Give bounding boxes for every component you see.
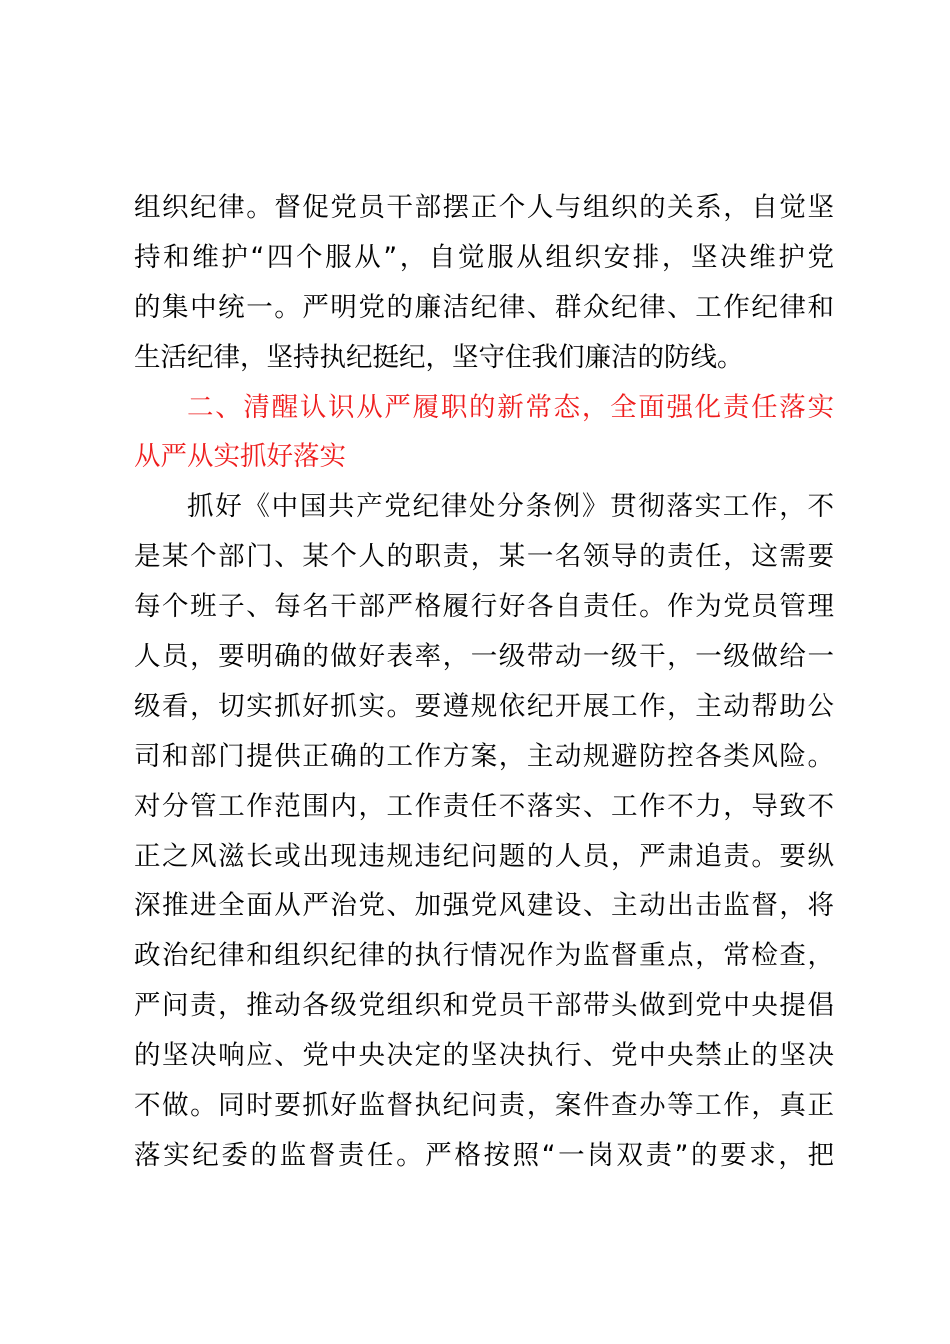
- paragraph-2-line: 每个班子、每名干部严格履行好各自责任。作为党员管理: [134, 591, 834, 623]
- paragraph-2-line: 不做。同时要抓好监督执纪问责，案件查办等工作，真正: [134, 1090, 834, 1122]
- section-heading-line: 二、清醒认识从严履职的新常态，全面强化责任落实: [187, 391, 834, 423]
- paragraph-2-line: 深推进全面从严治党、加强党风建设、主动出击监督，将: [134, 890, 834, 922]
- section-heading-line: 从严从实抓好落实: [134, 441, 346, 473]
- paragraph-2-line: 抓好《中国共产党纪律处分条例》贯彻落实工作，不: [187, 491, 834, 523]
- paragraph-1-line: 的集中统一。严明党的廉洁纪律、群众纪律、工作纪律和: [134, 291, 834, 323]
- paragraph-2-line: 政治纪律和组织纪律的执行情况作为监督重点，常检查，: [134, 940, 834, 972]
- paragraph-2-line: 严问责，推动各级党组织和党员干部带头做到党中央提倡: [134, 990, 834, 1022]
- document-body: [134, 183, 834, 1181]
- paragraph-1-line: 生活纪律，坚持执纪挺纪，坚守住我们廉洁的防线。: [134, 341, 744, 373]
- paragraph-2-line: 人员，要明确的做好表率，一级带动一级干，一级做给一: [134, 641, 834, 673]
- paragraph-2-line: 正之风滋长或出现违规违纪问题的人员，严肃追责。要纵: [134, 840, 834, 872]
- paragraph-2-line: 级看，切实抓好抓实。要遵规依纪开展工作，主动帮助公: [134, 690, 834, 722]
- paragraph-2-line: 的坚决响应、党中央决定的坚决执行、党中央禁止的坚决: [134, 1040, 834, 1072]
- paragraph-2-line: 对分管工作范围内，工作责任不落实、工作不力，导致不: [134, 790, 834, 822]
- paragraph-2-line: 司和部门提供正确的工作方案，主动规避防控各类风险。: [134, 740, 834, 772]
- paragraph-1-line: 组织纪律。督促党员干部摆正个人与组织的关系，自觉坚: [134, 192, 834, 223]
- paragraph-1-line: 持和维护“四个服从”，自觉服从组织安排，坚决维护党: [134, 241, 834, 273]
- paragraph-2-line: 落实纪委的监督责任。严格按照“一岗双责”的要求，把: [134, 1139, 834, 1171]
- paragraph-2-line: 是某个部门、某个人的职责，某一名领导的责任，这需要: [134, 541, 834, 573]
